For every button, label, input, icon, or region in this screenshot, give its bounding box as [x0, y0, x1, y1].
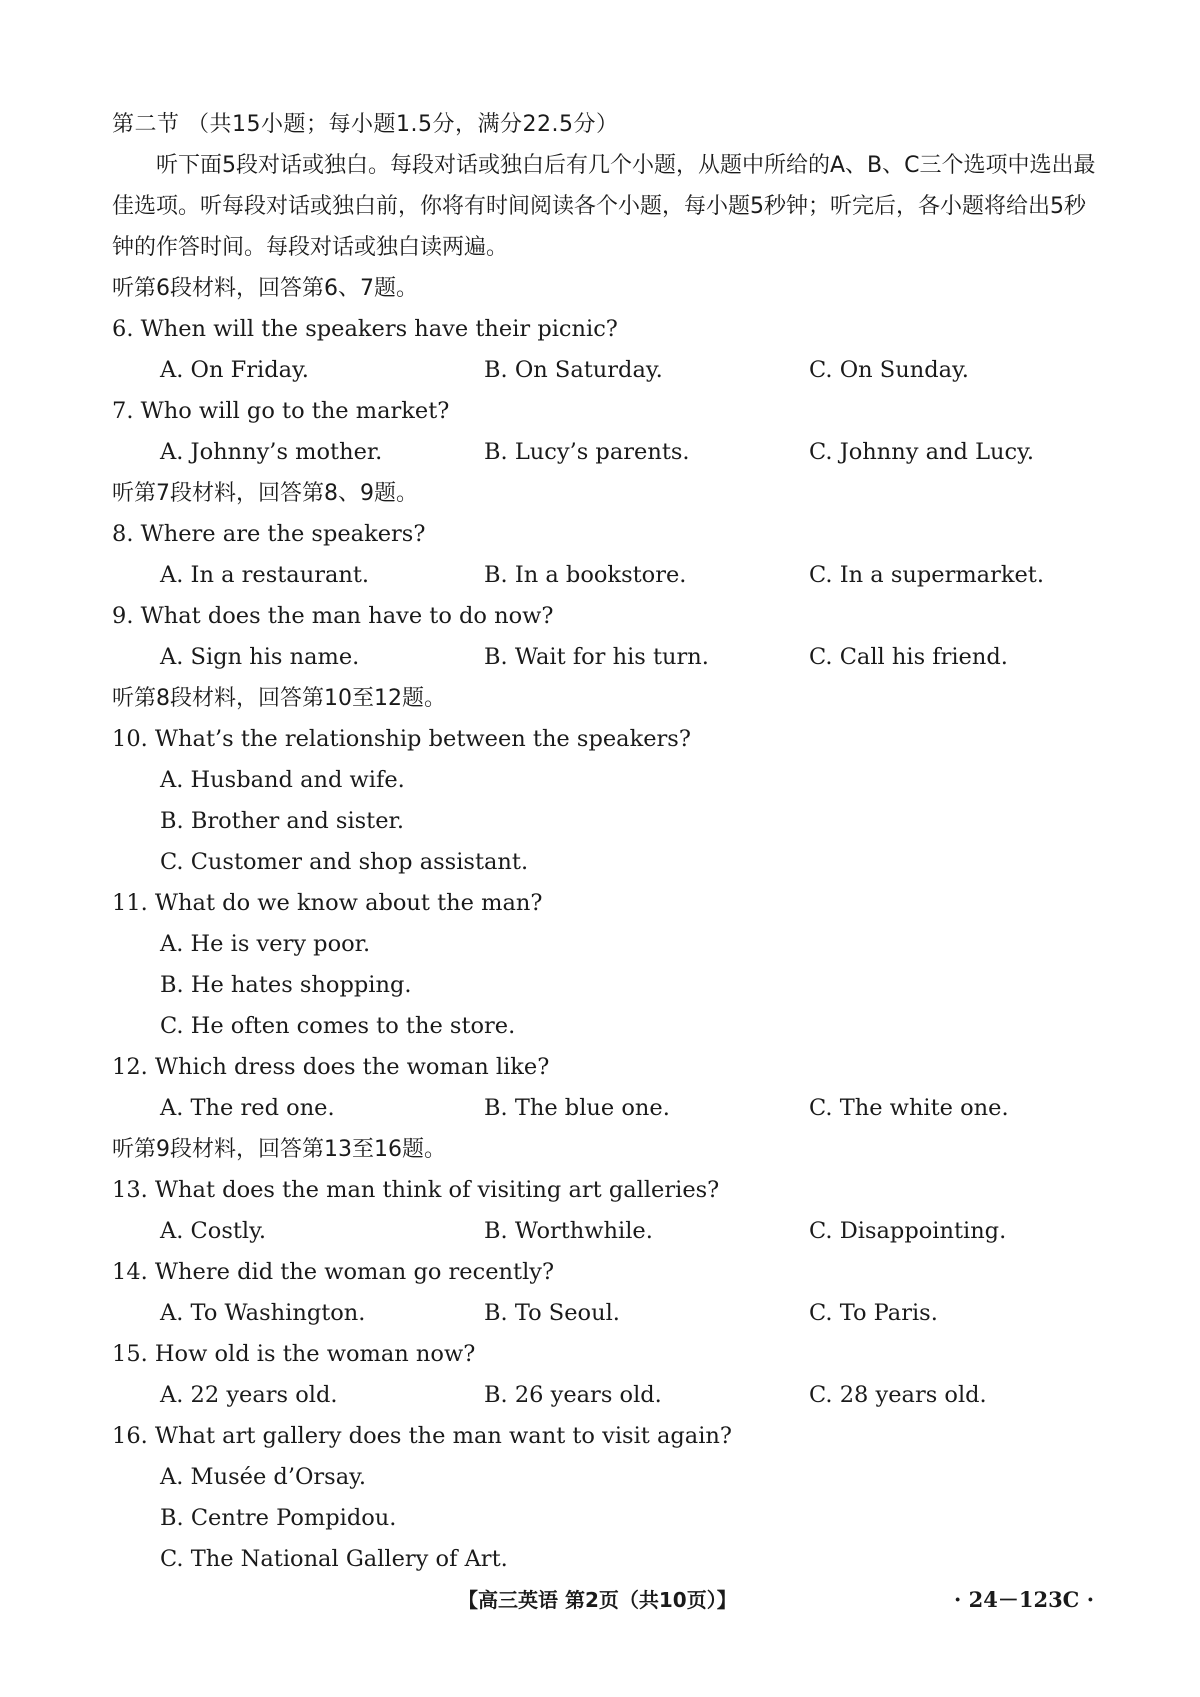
option-row — [112, 432, 1107, 473]
option-a: A. To Washington. — [160, 1300, 366, 1326]
question-stem: 13. What does the man think of visiting art galleries? — [112, 1177, 720, 1203]
option-a: A. Husband and wife. — [160, 767, 405, 793]
option-a: A. He is very poor. — [160, 931, 371, 957]
section-heading: 第二节 （共15小题；每小题1.5分，满分22.5分） — [112, 112, 619, 137]
option-a: A. 22 years old. — [160, 1382, 338, 1408]
option-c: C. The white one. — [809, 1095, 1009, 1121]
option-b: B. In a bookstore. — [484, 562, 687, 588]
option-row — [112, 555, 1107, 596]
option-a: A. The red one. — [160, 1095, 335, 1121]
exam-code: · 24－123C · — [954, 1587, 1095, 1612]
question-stem: 10. What’s the relationship between the speakers? — [112, 726, 691, 752]
group-label: 听第6段材料，回答第6、7题。 — [112, 276, 418, 301]
option-c: C. Johnny and Lucy. — [809, 439, 1034, 465]
option-b: B. 26 years old. — [484, 1382, 662, 1408]
group-label: 听第8段材料，回答第10至12题。 — [112, 686, 446, 711]
group-label: 听第9段材料，回答第13至16题。 — [112, 1137, 446, 1162]
option-c: C. Customer and shop assistant. — [160, 849, 529, 875]
option-a: A. Sign his name. — [160, 644, 360, 670]
option-row — [112, 350, 1107, 391]
option-c: C. Call his friend. — [809, 644, 1008, 670]
option-row — [112, 637, 1107, 678]
option-a: A. Johnny’s mother. — [160, 439, 383, 465]
question-stem: 14. Where did the woman go recently? — [112, 1259, 555, 1285]
option-row — [112, 1088, 1107, 1129]
option-b: B. Wait for his turn. — [484, 644, 709, 670]
option-c: C. Disappointing. — [809, 1218, 1007, 1244]
option-c: C. 28 years old. — [809, 1382, 987, 1408]
option-a: A. Costly. — [160, 1218, 266, 1244]
page-footer — [0, 1582, 1200, 1618]
option-c: C. He often comes to the store. — [160, 1013, 516, 1039]
option-a: A. In a restaurant. — [160, 562, 370, 588]
option-row — [112, 1293, 1107, 1334]
question-stem: 7. Who will go to the market? — [112, 398, 450, 424]
question-stem: 12. Which dress does the woman like? — [112, 1054, 550, 1080]
question-stem: 8. Where are the speakers? — [112, 521, 426, 547]
option-b: B. The blue one. — [484, 1095, 670, 1121]
group-label: 听第7段材料，回答第8、9题。 — [112, 481, 418, 506]
option-b: B. Lucy’s parents. — [484, 439, 690, 465]
page-number-label: 【高三英语 第2页（共10页）】 — [458, 1588, 737, 1612]
question-stem: 15. How old is the woman now? — [112, 1341, 476, 1367]
option-b: B. To Seoul. — [484, 1300, 620, 1326]
option-b: B. Centre Pompidou. — [160, 1505, 397, 1531]
option-row — [112, 1375, 1107, 1416]
question-stem: 6. When will the speakers have their picnic? — [112, 316, 618, 342]
question-stem: 9. What does the man have to do now? — [112, 603, 554, 629]
option-c: C. On Sunday. — [809, 357, 969, 383]
option-b: B. Brother and sister. — [160, 808, 404, 834]
option-b: B. He hates shopping. — [160, 972, 412, 998]
option-row — [112, 1211, 1107, 1252]
question-stem: 16. What art gallery does the man want to visit again? — [112, 1423, 732, 1449]
option-c: C. In a supermarket. — [809, 562, 1044, 588]
exam-page — [112, 104, 1107, 1580]
option-a: A. Musée d’Orsay. — [160, 1464, 367, 1490]
option-b: B. Worthwhile. — [484, 1218, 653, 1244]
question-stem: 11. What do we know about the man? — [112, 890, 543, 916]
option-b: B. On Saturday. — [484, 357, 663, 383]
option-a: A. On Friday. — [160, 357, 309, 383]
option-c: C. To Paris. — [809, 1300, 938, 1326]
section-instructions: 听下面5段对话或独白。每段对话或独白后有几个小题，从题中所给的A、B、C三个选项中选出最佳选项。听每段对话或独白前，你将有时间阅读各个小题，每小题5秒钟；听完后，各小题将给出5秒钟的作答时间。每段对话或独白读两遍。 — [112, 153, 1096, 260]
option-c: C. The National Gallery of Art. — [160, 1546, 508, 1572]
